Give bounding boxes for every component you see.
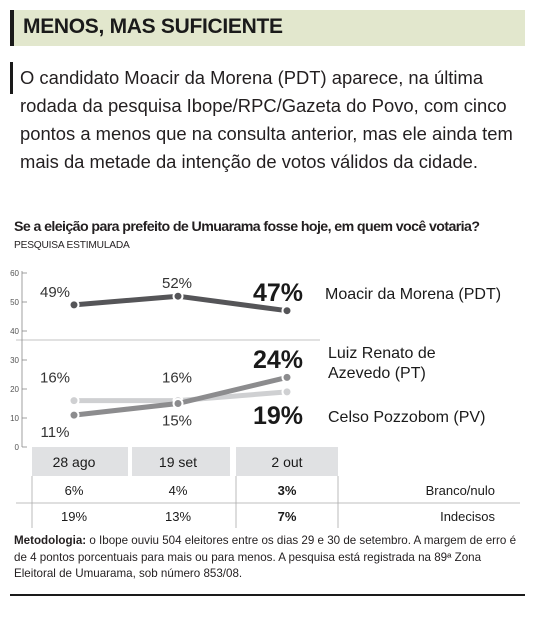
intro-accent-bar [10, 62, 13, 94]
data-point [283, 373, 292, 382]
series-name-label: Luiz Renato de [328, 345, 436, 362]
table-cell: 4% [168, 483, 188, 498]
series-name-label: Moacir da Morena (PDT) [325, 286, 502, 303]
intro-paragraph: O candidato Moacir da Morena (PDT) aparece, na última rodada da pesquisa Ibope/RPC/Gazeta do Povo, com cinco pontos a menos que na consulta anterior, mas ele ainda tem mais da metade da intenção de votos válidos da cidade. [20, 67, 513, 172]
y-tick-label: 40 [10, 327, 19, 336]
y-tick-label: 30 [10, 356, 19, 365]
chart-subtitle: PESQUISA ESTIMULADA [14, 240, 130, 251]
data-label: 49% [39, 283, 71, 301]
data-label: 52% [161, 275, 193, 293]
data-label-latest: 47% [252, 279, 304, 307]
x-tick-label: 2 out [271, 454, 303, 470]
data-label: 11% [40, 424, 70, 442]
table-cell: 13% [164, 509, 192, 524]
data-label-latest: 24% [252, 346, 304, 374]
data-point [283, 387, 292, 396]
data-point [70, 411, 79, 420]
data-point [70, 300, 79, 309]
chart-title: Se a eleição para prefeito de Umuarama fosse hoje, em quem você votaria? [14, 219, 480, 235]
x-tick-label: 19 set [158, 454, 198, 470]
table-cell: 7% [277, 509, 297, 524]
line-chart [0, 258, 535, 528]
page-title: MENOS, MAS SUFICIENTE [23, 15, 283, 38]
series-name-label: Azevedo (PT) [328, 365, 426, 382]
date-bands [32, 447, 338, 476]
y-tick-label: 10 [10, 414, 19, 423]
methodology-text: o Ibope ouviu 504 eleitores entre os dias 29 e 30 de setembro. A margem de erro é de 4 pontos porcentuais para mais ou para menos. A pesquisa está registrada na 89ª Zona Eleitoral de Umuarama, sob número 853/08. [14, 534, 517, 580]
methodology-note [14, 533, 524, 583]
table-cell: 3% [277, 483, 297, 498]
data-point [70, 396, 79, 405]
data-point [283, 306, 292, 315]
data-point [174, 399, 183, 408]
data-label: 15% [161, 412, 193, 430]
data-point [174, 292, 183, 301]
series-name-label: Celso Pozzobom (PV) [328, 409, 486, 426]
y-tick-label: 50 [10, 298, 19, 307]
y-tick-label: 0 [14, 443, 19, 452]
table-cell: 19% [60, 509, 88, 524]
y-tick-label: 20 [10, 385, 19, 394]
table-row-label: Indecisos [440, 509, 495, 524]
header-bar [10, 10, 525, 46]
table-row-label: Branco/nulo [425, 483, 495, 498]
data-label-latest: 19% [252, 402, 304, 430]
x-tick-label: 28 ago [52, 454, 96, 470]
data-label: 16% [161, 369, 193, 387]
table-cell: 6% [64, 483, 84, 498]
y-tick-label: 60 [10, 269, 19, 278]
bottom-rule [10, 594, 525, 596]
data-label: 16% [39, 369, 71, 387]
other-answers-table [16, 476, 520, 528]
methodology-label: Metodologia: [14, 534, 87, 547]
